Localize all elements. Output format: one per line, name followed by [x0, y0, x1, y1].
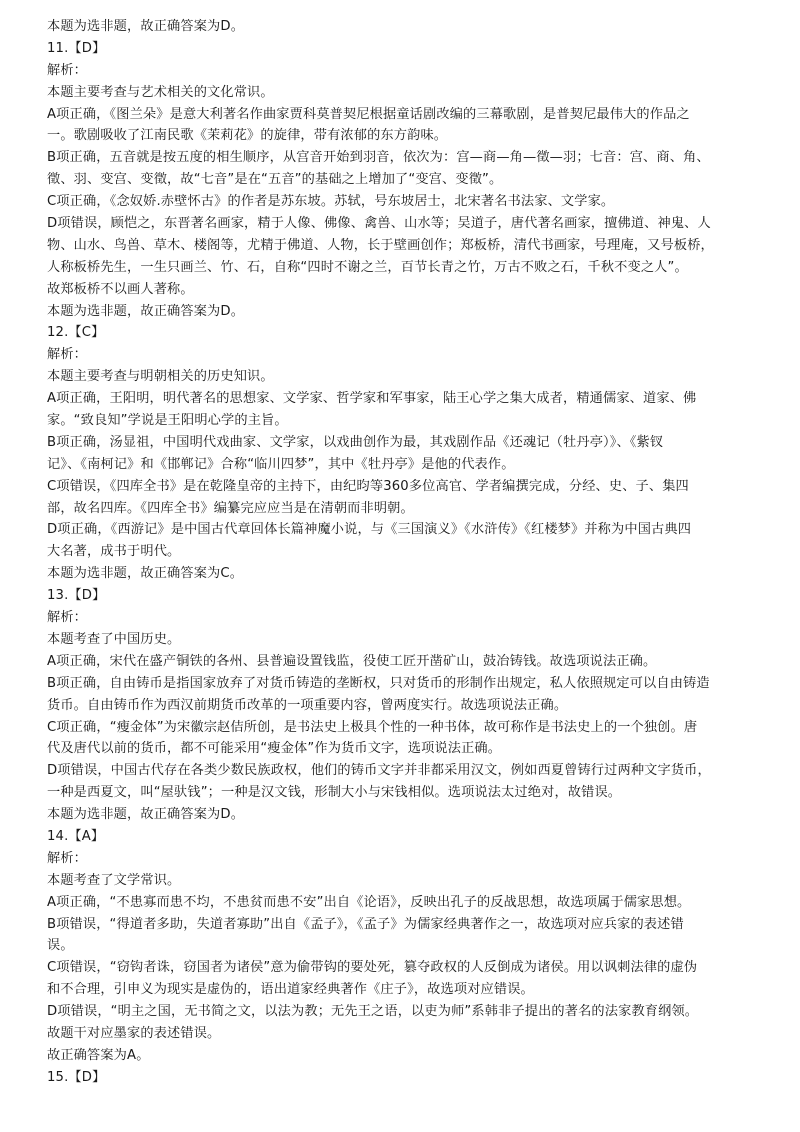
text-line: 一种是西夏文，叫“屋驮钱”；一种是汉文钱，形制大小与宋钱相似。选项说法太过绝对，故错误。 [47, 785, 622, 801]
text-line: 家。“致良知”学说是王阳明心学的主旨。 [47, 413, 288, 429]
text-line: 人称板桥先生，一生只画兰、竹、石，自称“四时不谢之兰，百节长青之竹，万古不败之石，千秋不变之人”。 [47, 259, 688, 275]
text-line: B项正确，五音就是按五度的相生顺序，从宫音开始到羽音，依次为：宫—商—角—徵—羽；七音：宫、商、角、 [47, 150, 710, 166]
text-line: A项正确，王阳明，明代著名的思想家、文学家、哲学家和军事家，陆王心学之集大成者，精通儒家、道家、佛 [47, 391, 697, 407]
question-number: 15.【D】 [47, 1069, 106, 1085]
text-line: B项错误，“得道者多助，失道者寡助”出自《孟子》，《孟子》为儒家经典著作之一，故选项对应兵家的表述错 [47, 916, 684, 932]
text-line: A项正确，“不患寡而患不均，不患贫而患不安”出自《论语》，反映出孔子的反战思想，故选项属于儒家思想。 [47, 894, 691, 910]
text-line: 误。 [47, 938, 74, 954]
text-line: B项正确，自由铸币是指国家放弃了对货币铸造的垄断权，只对货币的形制作出规定，私人依照规定可以自由铸造 [47, 675, 710, 691]
text-line: 部，故名四库。《四库全书》编纂完应应当是在清朝而非明朝。 [47, 500, 414, 516]
text-line: 本题为选非题，故正确答案为D。 [47, 303, 245, 319]
text-line: 本题为选非题，故正确答案为C。 [47, 566, 244, 582]
text-line: B项正确，汤显祖，中国明代戏曲家、文学家，以戏曲创作为最，其戏剧作品《还魂记（牡丹亭）》、《紫钗 [47, 434, 664, 450]
text-line: 故郑板桥不以画人著称。 [47, 281, 194, 297]
text-line: 本题考查了中国历史。 [47, 631, 181, 647]
text-line: 本题考查了文学常识。 [47, 872, 181, 888]
analysis-heading: 解析： [47, 347, 88, 363]
text-line: C项正确，“瘦金体”为宋徽宗赵佶所创，是书法史上极具个性的一种书体，故可称作是书法史上的一个独创。唐 [47, 719, 698, 735]
question-number: 14.【A】 [47, 828, 105, 844]
question-number: 13.【D】 [47, 588, 106, 604]
text-line: D项错误，“明主之国，无书简之文，以法为教；无先王之语，以吏为师”系韩非子提出的著名的法家教育纲领。 [47, 1004, 699, 1020]
document-body [47, 16, 765, 1089]
text-line: 徵、羽、变宫、变徵，故“七音”是在“五音”的基础之上增加了“变宫、变徵”。 [47, 172, 503, 188]
analysis-heading: 解析： [47, 610, 88, 626]
question-number: 12.【C】 [47, 325, 105, 341]
text-line: A项正确，《图兰朵》是意大利著名作曲家贾科莫普契尼根据童话剧改编的三幕歌剧，是普契尼最伟大的作品之 [47, 106, 690, 122]
text-line: 本题为选非题，故正确答案为D。 [47, 807, 245, 823]
text-line: 物、山水、鸟兽、草木、楼阁等，尤精于佛道、人物，长于壁画创作；郑板桥，清代书画家，号理庵，又号板桥， [47, 237, 714, 253]
text-line: 故正确答案为A。 [47, 1047, 150, 1063]
text-line: D项错误，顾恺之，东晋著名画家，精于人像、佛像、禽兽、山水等；吴道子，唐代著名画家，擅佛道、神鬼、人 [47, 216, 711, 232]
text-line: C项错误，“窃钩者诛，窃国者为诸侯”意为偷带钩的要处死，篡夺政权的人反倒成为诸侯。用以讽刺法律的虚伪 [47, 960, 698, 976]
analysis-heading: 解析： [47, 850, 88, 866]
text-line: D项错误，中国古代存在各类少数民族政权，他们的铸币文字并非都采用汉文，例如西夏曾铸行过两种文字货币， [47, 763, 711, 779]
text-line: 本题主要考查与艺术相关的文化常识。 [47, 84, 274, 100]
text-line: D项正确，《西游记》是中国古代章回体长篇神魔小说，与《三国演义》《水浒传》《红楼梦》并称为中国古典四 [47, 522, 692, 538]
analysis-heading: 解析： [47, 62, 88, 78]
text-line: 和不合理，引申义为现实是虚伪的，语出道家经典著作《庄子》，故选项对应错误。 [47, 982, 534, 998]
text-line: 大名著，成书于明代。 [47, 544, 181, 560]
text-line: C项正确，《念奴娇.赤壁怀古》的作者是苏东坡。苏轼，号东坡居士，北宋著名书法家、文学家。 [47, 194, 615, 210]
question-number: 11.【D】 [47, 40, 106, 56]
text-line: 本题为选非题，故正确答案为D。 [47, 19, 245, 34]
text-line: C项错误，《四库全书》是在乾隆皇帝的主持下，由纪昀等360多位高官、学者编撰完成，分经、史、子、集四 [47, 478, 689, 494]
text-line: 一。歌剧吸收了江南民歌《茉莉花》的旋律，带有浓郁的东方韵味。 [47, 128, 448, 144]
text-line: 本题主要考查与明朝相关的历史知识。 [47, 369, 274, 385]
text-line: 记》、《南柯记》和《邯郸记》合称“临川四梦”，其中《牡丹亭》是他的代表作。 [47, 456, 515, 472]
text-line: 故题干对应墨家的表述错误。 [47, 1025, 221, 1041]
text-line: 货币。自由铸币作为西汉前期货币改革的一项重要内容，曾两度实行。故选项说法正确。 [47, 697, 568, 713]
text-line: 代及唐代以前的货币，都不可能采用“瘦金体”作为货币文字，选项说法正确。 [47, 741, 502, 757]
text-line: A项正确，宋代在盛产铜铁的各州、县普遍设置钱监，役使工匠开凿矿山，鼓冶铸钱。故选项说法正确。 [47, 653, 657, 669]
